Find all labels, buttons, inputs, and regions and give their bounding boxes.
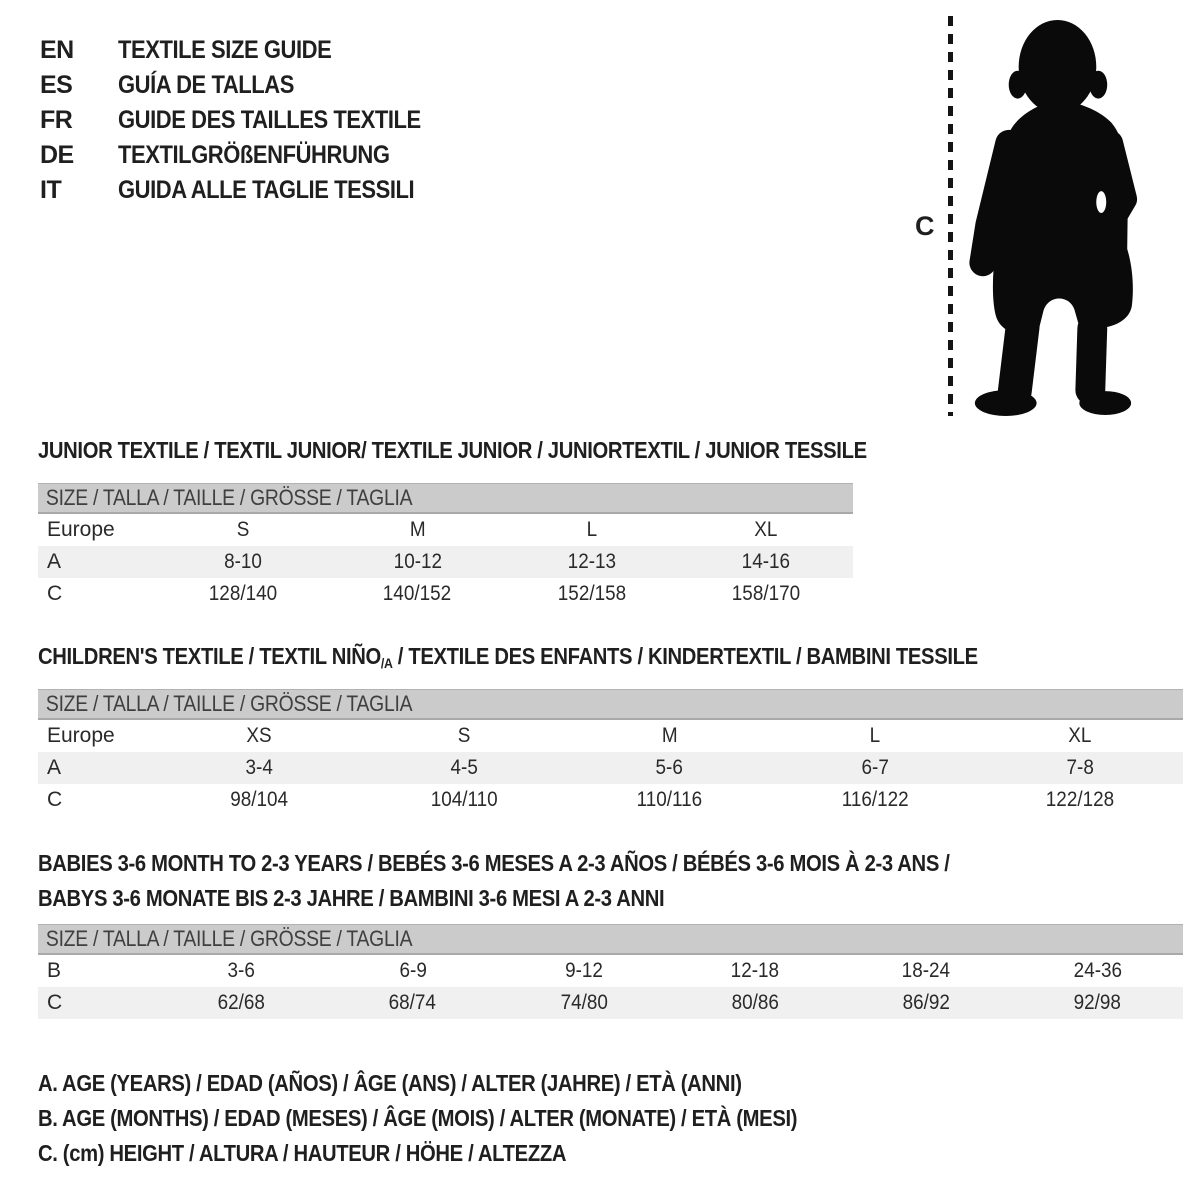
size-value-cell	[679, 582, 853, 606]
size-header-band-children	[38, 689, 1183, 720]
size-value-cell	[679, 550, 853, 574]
size-row-a	[38, 752, 1183, 784]
language-row-es	[40, 68, 462, 103]
size-value-cell	[361, 756, 566, 780]
size-value-text: 5-6	[655, 756, 684, 779]
size-table-babies	[38, 955, 1183, 1019]
size-header-band-junior	[38, 483, 853, 514]
language-row-fr	[40, 103, 462, 138]
section-title-children	[38, 639, 1106, 681]
size-value-cell	[361, 724, 566, 748]
height-measure-label: C	[915, 211, 935, 241]
size-value-text: 98/104	[229, 788, 288, 811]
size-value-text: L	[586, 518, 597, 541]
size-value-cell	[156, 959, 327, 983]
size-value-cell	[978, 788, 1183, 812]
section-title-text: JUNIOR TEXTILE / TEXTIL JUNIOR/ TEXTILE JUNIOR / JUNIORTEXTIL / JUNIOR TESSILE	[38, 437, 867, 463]
size-value-text: 14-16	[741, 550, 791, 573]
size-value-text: 74/80	[560, 991, 608, 1014]
section-title-line	[38, 846, 1074, 881]
row-label: C	[47, 788, 63, 811]
measurement-legend	[38, 1066, 901, 1171]
size-value-cell	[327, 959, 498, 983]
size-value-text: 4-5	[450, 756, 478, 779]
section-title-junior	[38, 433, 980, 468]
guide-title-de: TEXTILGRÖßENFÜHRUNG	[118, 141, 390, 169]
size-value-text: XL	[754, 518, 778, 541]
size-value-text: 158/170	[731, 582, 801, 605]
size-value-text: 92/98	[1073, 991, 1122, 1014]
size-value-text: XS	[246, 724, 272, 747]
size-value-cell	[841, 991, 1012, 1015]
size-value-cell	[361, 788, 566, 812]
section-title-line	[38, 639, 1106, 681]
size-value-text: 12-13	[567, 550, 616, 573]
guide-title-fr: GUIDE DES TAILLES TEXTILE	[118, 106, 421, 134]
legend-line-c: C. (cm) HEIGHT / ALTURA / HAUTEUR / HÖHE / ALTEZZA	[38, 1140, 567, 1166]
section-title-babies	[38, 846, 1074, 916]
size-value-text: 3-6	[227, 959, 256, 982]
size-value-cell	[156, 756, 361, 780]
size-value-cell	[156, 724, 361, 748]
size-value-text: 68/74	[389, 991, 437, 1014]
size-table-junior	[38, 514, 853, 610]
size-value-cell	[156, 991, 327, 1015]
height-measure-dashed-line	[948, 16, 953, 416]
row-label: C	[47, 991, 63, 1014]
size-value-cell	[498, 959, 669, 983]
row-label: Europe	[47, 518, 115, 541]
size-value-text: 24-36	[1073, 959, 1122, 982]
size-value-cell	[156, 518, 330, 542]
size-value-text: 104/110	[430, 788, 498, 811]
section-title-line	[38, 881, 1074, 916]
size-value-cell	[505, 550, 679, 574]
size-header-label: SIZE / TALLA / TAILLE / GRÖSSE / TAGLIA	[45, 691, 413, 716]
row-label: B	[47, 959, 62, 982]
size-value-cell	[1012, 959, 1183, 983]
size-value-text: XL	[1068, 724, 1092, 747]
legend-line-b: B. AGE (MONTHS) / EDAD (MESES) / ÂGE (MOIS) / ALTER (MONATE) / ETÀ (MESI)	[38, 1105, 798, 1131]
guide-title-es: GUÍA DE TALLAS	[118, 71, 294, 99]
row-label: C	[47, 582, 63, 605]
size-value-cell	[156, 550, 330, 574]
size-value-cell	[330, 582, 504, 606]
size-value-cell	[978, 724, 1183, 748]
size-value-cell	[978, 756, 1183, 780]
size-value-cell	[505, 518, 679, 542]
size-value-text: S	[236, 518, 250, 541]
size-value-cell	[772, 724, 977, 748]
toddler-silhouette-image	[963, 14, 1141, 418]
language-code: EN	[40, 36, 74, 64]
size-value-cell	[327, 991, 498, 1015]
size-value-cell	[330, 518, 504, 542]
size-table-children	[38, 720, 1183, 816]
section-title-text: CHILDREN'S TEXTILE / TEXTIL NIÑO	[38, 643, 381, 669]
size-value-text: 116/122	[841, 788, 909, 811]
size-row-europe	[38, 514, 853, 546]
size-value-text: 10-12	[393, 550, 442, 573]
guide-title-it: GUIDA ALLE TAGLIE TESSILI	[118, 176, 415, 204]
size-value-text: 128/140	[208, 582, 278, 605]
size-value-text: 18-24	[902, 959, 951, 982]
size-value-text: M	[661, 724, 678, 747]
size-value-cell	[498, 991, 669, 1015]
size-header-label: SIZE / TALLA / TAILLE / GRÖSSE / TAGLIA	[45, 485, 413, 510]
size-value-text: L	[869, 724, 881, 747]
size-header-label: SIZE / TALLA / TAILLE / GRÖSSE / TAGLIA	[45, 926, 413, 951]
language-code: ES	[40, 71, 73, 99]
size-value-text: 3-4	[245, 756, 273, 779]
size-value-text: 62/68	[217, 991, 266, 1014]
size-value-text: 122/128	[1046, 788, 1115, 811]
language-row-de	[40, 138, 462, 173]
size-value-cell	[567, 788, 772, 812]
size-value-cell	[670, 991, 841, 1015]
size-header-band-babies	[38, 924, 1183, 955]
language-code: DE	[40, 141, 74, 169]
size-row-b	[38, 955, 1183, 987]
size-value-cell	[670, 959, 841, 983]
size-value-cell	[1012, 991, 1183, 1015]
size-value-text: M	[409, 518, 426, 541]
row-label: A	[47, 550, 62, 573]
language-code: FR	[40, 106, 73, 134]
size-row-europe	[38, 720, 1183, 752]
size-value-text: 152/158	[557, 582, 626, 605]
size-value-cell	[772, 756, 977, 780]
size-value-text: 6-7	[861, 756, 889, 779]
language-row-it	[40, 173, 462, 208]
size-row-c	[38, 784, 1183, 816]
size-row-c	[38, 987, 1183, 1019]
size-value-text: S	[457, 724, 471, 747]
size-value-text: 7-8	[1066, 756, 1094, 779]
language-code: IT	[40, 176, 62, 204]
section-title-subscript: /A	[380, 655, 393, 671]
row-label: Europe	[47, 724, 115, 747]
size-value-cell	[679, 518, 853, 542]
size-value-cell	[567, 724, 772, 748]
size-value-text: 140/152	[383, 582, 452, 605]
size-row-c	[38, 578, 853, 610]
language-header	[40, 33, 462, 208]
size-value-text: 8-10	[224, 550, 263, 573]
language-row-en	[40, 33, 462, 68]
size-value-cell	[156, 788, 361, 812]
section-title-text: / TEXTILE DES ENFANTS / KINDERTEXTIL / BAMBINI TESSILE	[392, 643, 978, 669]
guide-title-en: TEXTILE SIZE GUIDE	[118, 36, 332, 64]
size-value-cell	[505, 582, 679, 606]
legend-line-a: A. AGE (YEARS) / EDAD (AÑOS) / ÂGE (ANS) / ALTER (JAHRE) / ETÀ (ANNI)	[38, 1070, 742, 1096]
section-title-text: BABYS 3-6 MONATE BIS 2-3 JAHRE / BAMBINI 3-6 MESI A 2-3 ANNI	[38, 885, 665, 911]
size-value-text: 6-9	[399, 959, 427, 982]
size-value-cell	[772, 788, 977, 812]
size-value-cell	[841, 959, 1012, 983]
section-title-text: BABIES 3-6 MONTH TO 2-3 YEARS / BEBÉS 3-6 MESES A 2-3 AÑOS / BÉBÉS 3-6 MOIS À 2-3 ANS /	[38, 850, 950, 876]
size-value-cell	[156, 582, 330, 606]
size-value-text: 12-18	[730, 959, 780, 982]
size-value-cell	[567, 756, 772, 780]
row-label: A	[47, 756, 62, 779]
size-value-text: 80/86	[731, 991, 779, 1014]
size-value-text: 110/116	[636, 788, 703, 811]
size-value-text: 9-12	[564, 959, 603, 982]
size-row-a	[38, 546, 853, 578]
size-value-text: 86/92	[902, 991, 950, 1014]
section-title-line	[38, 433, 980, 468]
size-value-cell	[330, 550, 504, 574]
